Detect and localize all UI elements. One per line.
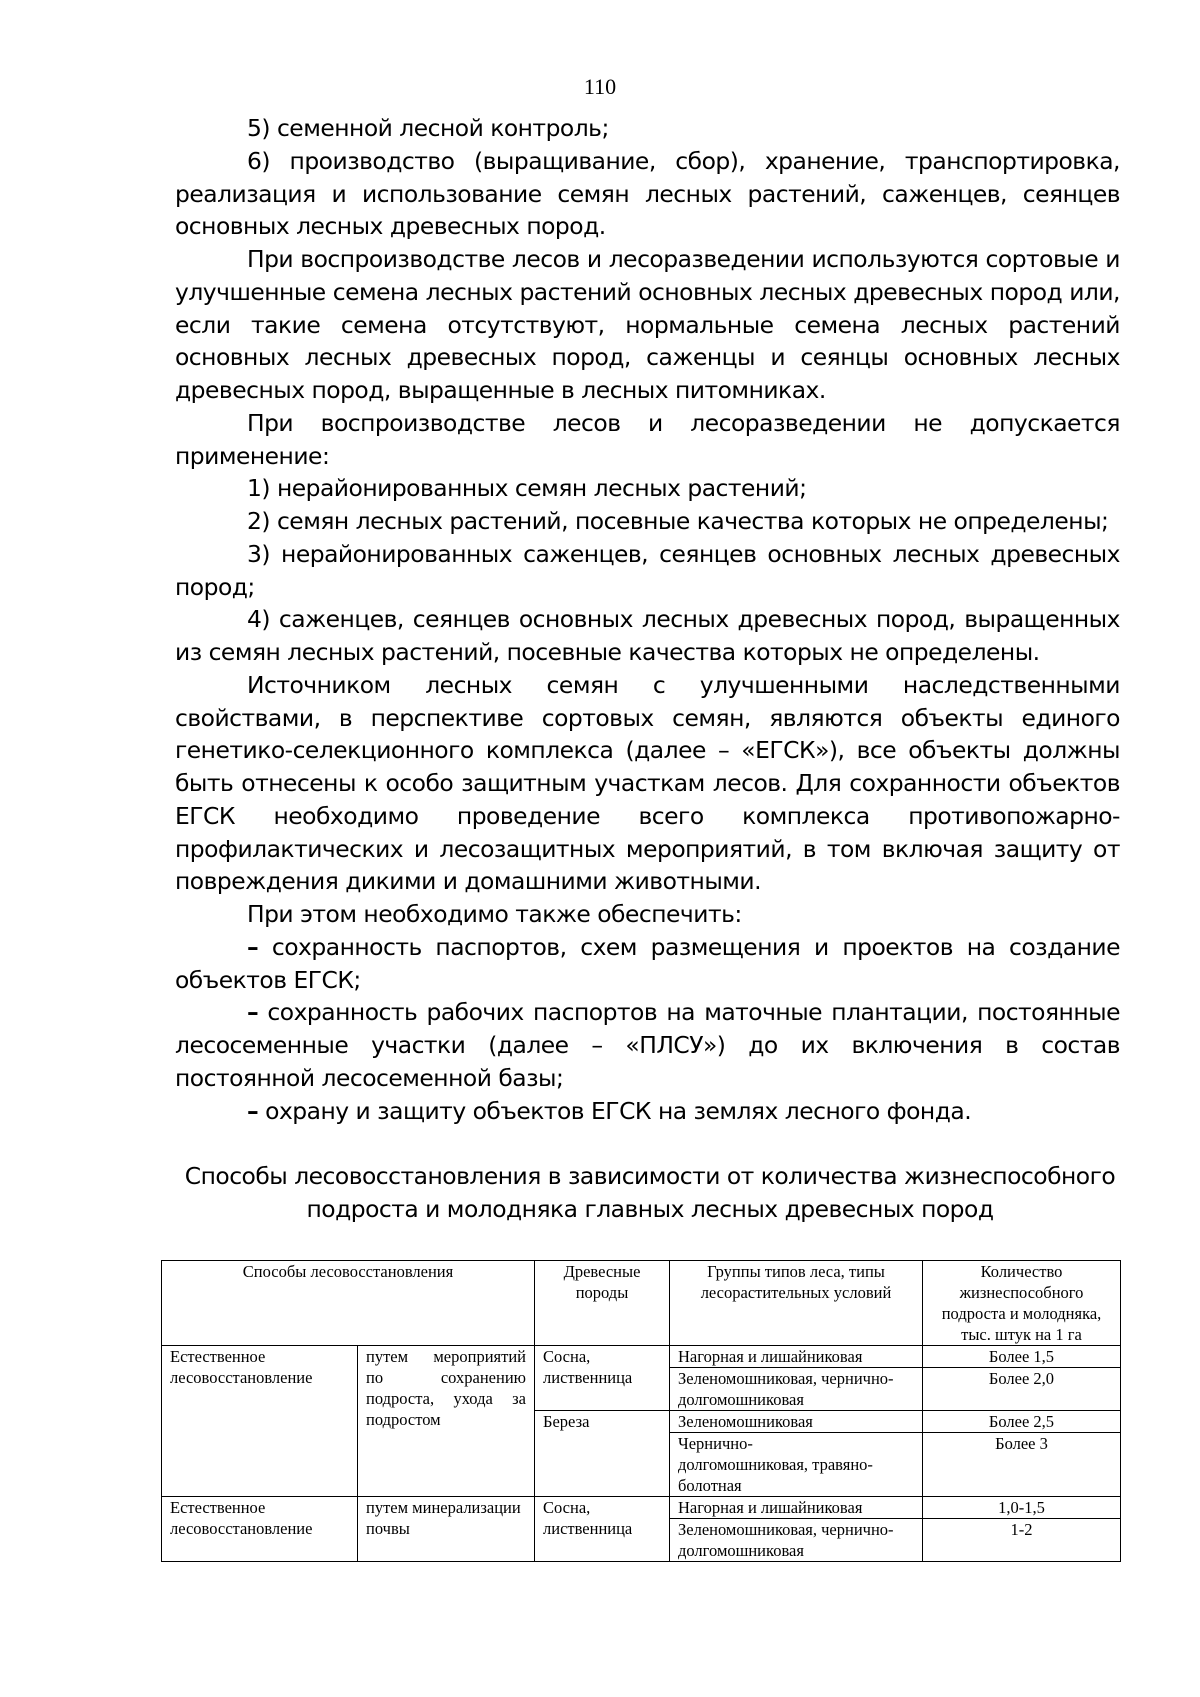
bullet-item-plsu — [175, 996, 1120, 1094]
cell-quantity: 1,0-1,5 — [923, 1497, 1121, 1519]
bullet-item-passports — [175, 931, 1120, 997]
table-caption-line-2: подроста и молодняка главных лесных древесных пород — [306, 1195, 994, 1223]
table-caption — [150, 1160, 1150, 1226]
list-item-3: 3) нерайонированных саженцев, сеянцев основных лесных древесных пород; — [175, 539, 1120, 601]
header-quantity: Количество жизнеспособного подроста и молодняка, тыс. штук на 1 га — [923, 1261, 1121, 1346]
header-species: Древесные породы — [535, 1261, 670, 1346]
cell-species: Сосна, лиственница — [535, 1497, 670, 1562]
cell-quantity: Более 1,5 — [923, 1346, 1121, 1368]
table-caption-line-1: Способы лесовосстановления в зависимости от количества жизнеспособного — [184, 1162, 1116, 1190]
table-header-row — [162, 1261, 1121, 1346]
cell-submethod: путем минерализации почвы — [358, 1497, 535, 1562]
cell-species: Сосна, лиственница — [535, 1346, 670, 1411]
dash-marker: – — [247, 998, 259, 1027]
paragraph-item-6: 6) производство (выращивание, сбор), хранение, транспортировка, реализация и использование семян лесных растений, саженцев, сеянцев основных лесных древесных пород. — [175, 146, 1120, 241]
cell-species: Береза — [535, 1411, 670, 1497]
page-number: 110 — [583, 74, 617, 99]
paragraph-item-5: 5) семенной лесной контроль; — [247, 114, 609, 142]
bullet-text: охрану и защиту объектов ЕГСК на землях лесного фонда. — [265, 1096, 972, 1125]
paragraph-also-ensure: При этом необходимо также обеспечить: — [247, 900, 742, 928]
bullet-item-protection — [175, 1095, 1120, 1128]
paragraph-egsk: Источником лесных семян с улучшенными наследственными свойствами, в перспективе сортовых семян, являются объекты единого генетико-селекционного комплекса (далее – «ЕГСК»), все объекты должны быть отнесены к особо защитным участкам лесов. Для сохранности объектов ЕГСК необходимо проведение всего комплекса противопожарно-профилактических и лесозащитных мероприятий, в том включая защиту от повреждения дикими и домашними животными. — [175, 670, 1120, 896]
cell-forest-type: Зеленомошниковая, чернично-долгомошниковая — [670, 1368, 923, 1411]
submethod-text: путем мероприятий по сохранению подроста, ухода за — [366, 1347, 526, 1408]
bullet-text: сохранность рабочих паспортов на маточные плантации, постоянные лесосеменные участки (далее – «ПЛСУ») до их включения в состав постоянной лесосеменной базы; — [175, 998, 1121, 1092]
submethod-last-line: подростом — [366, 1410, 441, 1429]
paragraph-not-allowed: При воспроизводстве лесов и лесоразведении не допускается применение: — [175, 408, 1120, 470]
header-method: Способы лесовосстановления — [162, 1261, 535, 1346]
cell-submethod — [358, 1346, 535, 1497]
cell-quantity: 1-2 — [923, 1519, 1121, 1562]
paragraph-reproduction-seeds: При воспроизводстве лесов и лесоразведении используются сортовые и улучшенные семена лесных растений основных лесных древесных пород или, если такие семена отсутствуют, нормальные семена лесных растений основных лесных древесных пород, саженцы и сеянцы основных лесных древесных пород, выращенные в лесных питомниках. — [175, 245, 1120, 404]
cell-quantity: Более 2,0 — [923, 1368, 1121, 1411]
list-item-4: 4) саженцев, сеянцев основных лесных древесных пород, выращенных из семян лесных растений, посевные качества которых не определены. — [175, 605, 1120, 666]
body-text — [175, 112, 1120, 1127]
cell-forest-type: Зеленомошниковая — [670, 1411, 923, 1433]
cell-quantity: Более 3 — [923, 1433, 1121, 1497]
cell-forest-type: Нагорная и лишайниковая — [670, 1497, 923, 1519]
header-forest-types: Группы типов леса, типы лесорастительных условий — [670, 1261, 923, 1346]
table-row — [162, 1346, 1121, 1368]
cell-method: Естественное лесовосстановление — [162, 1497, 358, 1562]
cell-forest-type: Чернично- долгомошниковая, травяно- болотная — [670, 1433, 923, 1497]
list-item-2: 2) семян лесных растений, посевные качества которых не определены; — [247, 507, 1109, 535]
cell-method: Естественное лесовосстановление — [162, 1346, 358, 1497]
reforestation-table — [161, 1260, 1121, 1562]
cell-forest-type: Зеленомошниковая, чернично-долгомошниковая — [670, 1519, 923, 1562]
cell-forest-type: Нагорная и лишайниковая — [670, 1346, 923, 1368]
cell-quantity: Более 2,5 — [923, 1411, 1121, 1433]
dash-marker: – — [247, 1096, 259, 1125]
list-item-1: 1) нерайонированных семян лесных растений; — [247, 474, 807, 503]
bullet-text: сохранность паспортов, схем размещения и проектов на создание объектов ЕГСК; — [175, 932, 1120, 994]
table-row — [162, 1497, 1121, 1519]
dash-marker: – — [247, 932, 259, 961]
